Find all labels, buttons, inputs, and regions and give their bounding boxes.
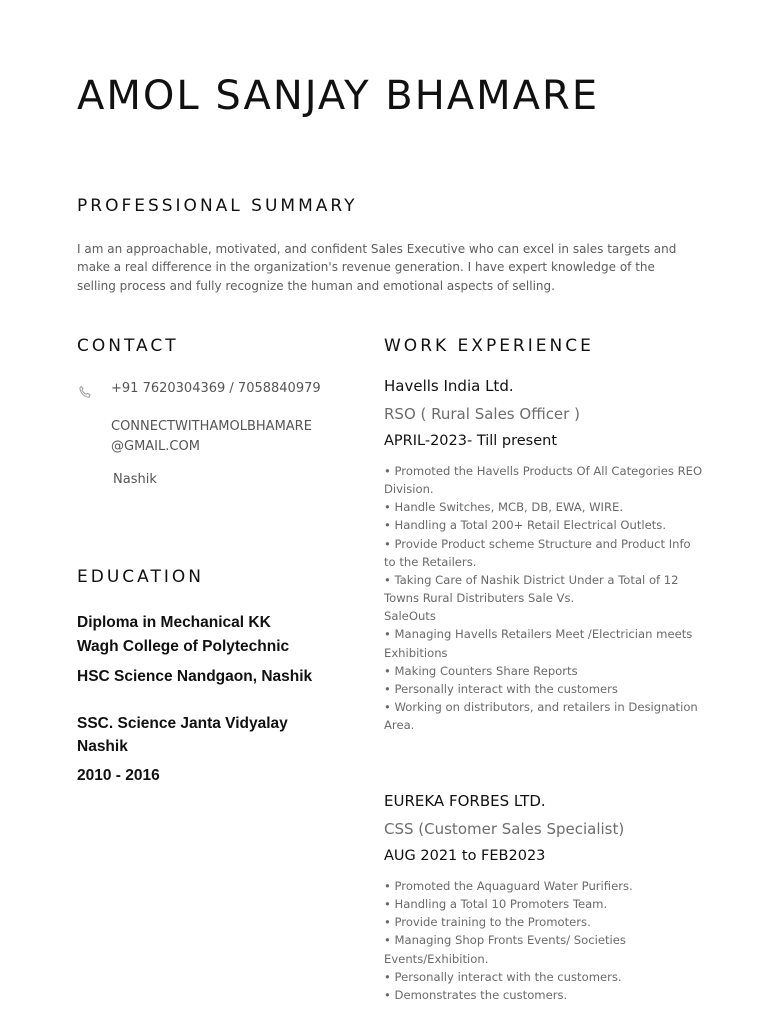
education-ssc-line2: Nashik xyxy=(77,738,128,755)
education-diploma-line2: Wagh College of Polytechnic xyxy=(77,638,290,655)
job-bullet: • Making Counters Share Reports xyxy=(384,663,578,678)
phone-icon xyxy=(78,384,92,398)
work-experience-heading: WORK EXPERIENCE xyxy=(384,336,594,356)
job-bullet: • Promoted the Havells Products Of All Categories REO Division. xyxy=(384,464,703,497)
job-company: EUREKA FORBES LTD. xyxy=(384,792,546,810)
education-ssc-line1: SSC. Science Janta Vidyalay xyxy=(77,715,288,732)
job-bullet-list xyxy=(384,877,704,1004)
job-bullet-list xyxy=(384,462,704,734)
job-bullet: • Handle Switches, MCB, DB, EWA, WIRE. xyxy=(384,500,624,515)
job-bullet: • Taking Care of Nashik District Under a Total of 12 Towns Rural Distributers Sale Vs. xyxy=(384,572,679,606)
summary-text: I am an approachable, motivated, and confident Sales Executive who can excel in sales targets and make a real difference in the organization's revenue generation. I have expert knowledge of the selling process and fully recognize the human and emotional aspects of selling. xyxy=(77,242,677,293)
job-bullet: • Handling a Total 10 Promoters Team. xyxy=(384,897,608,912)
education-years: 2010 - 2016 xyxy=(77,767,160,784)
contact-email-line2: @GMAIL.COM xyxy=(111,439,200,454)
job-role: RSO ( Rural Sales Officer ) xyxy=(384,405,580,423)
job-bullet: • Demonstrates the customers. xyxy=(384,987,568,1002)
resume-name: AMOL SANJAY BHAMARE xyxy=(77,73,600,119)
contact-location: Nashik xyxy=(113,472,157,487)
job-bullet: • Personally interact with the customers. xyxy=(384,969,622,984)
job-role: CSS (Customer Sales Specialist) xyxy=(384,820,625,838)
job-bullet: • Provide Product scheme Structure and Product Info to the Retailers. xyxy=(384,536,691,569)
contact-email-line1: CONNECTWITHAMOLBHAMARE xyxy=(111,419,312,434)
job-bullet: • Provide training to the Promoters. xyxy=(384,915,591,930)
education-diploma-line1: Diploma in Mechanical KK xyxy=(77,614,271,631)
job-bullet: • Managing Shop Fronts Events/ Societies Events/Exhibition. xyxy=(384,933,626,966)
job-bullet: • Promoted the Aquaguard Water Purifiers. xyxy=(384,879,633,893)
job-company: Havells India Ltd. xyxy=(384,377,514,395)
contact-heading: CONTACT xyxy=(77,336,179,356)
summary-heading: PROFESSIONAL SUMMARY xyxy=(77,196,358,216)
job-period: APRIL-2023- Till present xyxy=(384,433,558,449)
job-bullet: • Personally interact with the customers xyxy=(384,681,618,696)
job-bullet: • Handling a Total 200+ Retail Electrical Outlets. xyxy=(384,518,667,533)
education-hsc: HSC Science Nandgaon, Nashik xyxy=(77,668,313,685)
contact-phone: +91 7620304369 / 7058840979 xyxy=(111,381,321,396)
job-bullet: • Working on distributors, and retailers in Designation Area. xyxy=(384,700,698,733)
job-bullet: • Managing Havells Retailers Meet /Electrician meets Exhibitions xyxy=(384,627,693,660)
job-bullet: SaleOuts xyxy=(384,609,436,624)
job-period: AUG 2021 to FEB2023 xyxy=(384,848,546,864)
education-heading: EDUCATION xyxy=(77,567,204,587)
